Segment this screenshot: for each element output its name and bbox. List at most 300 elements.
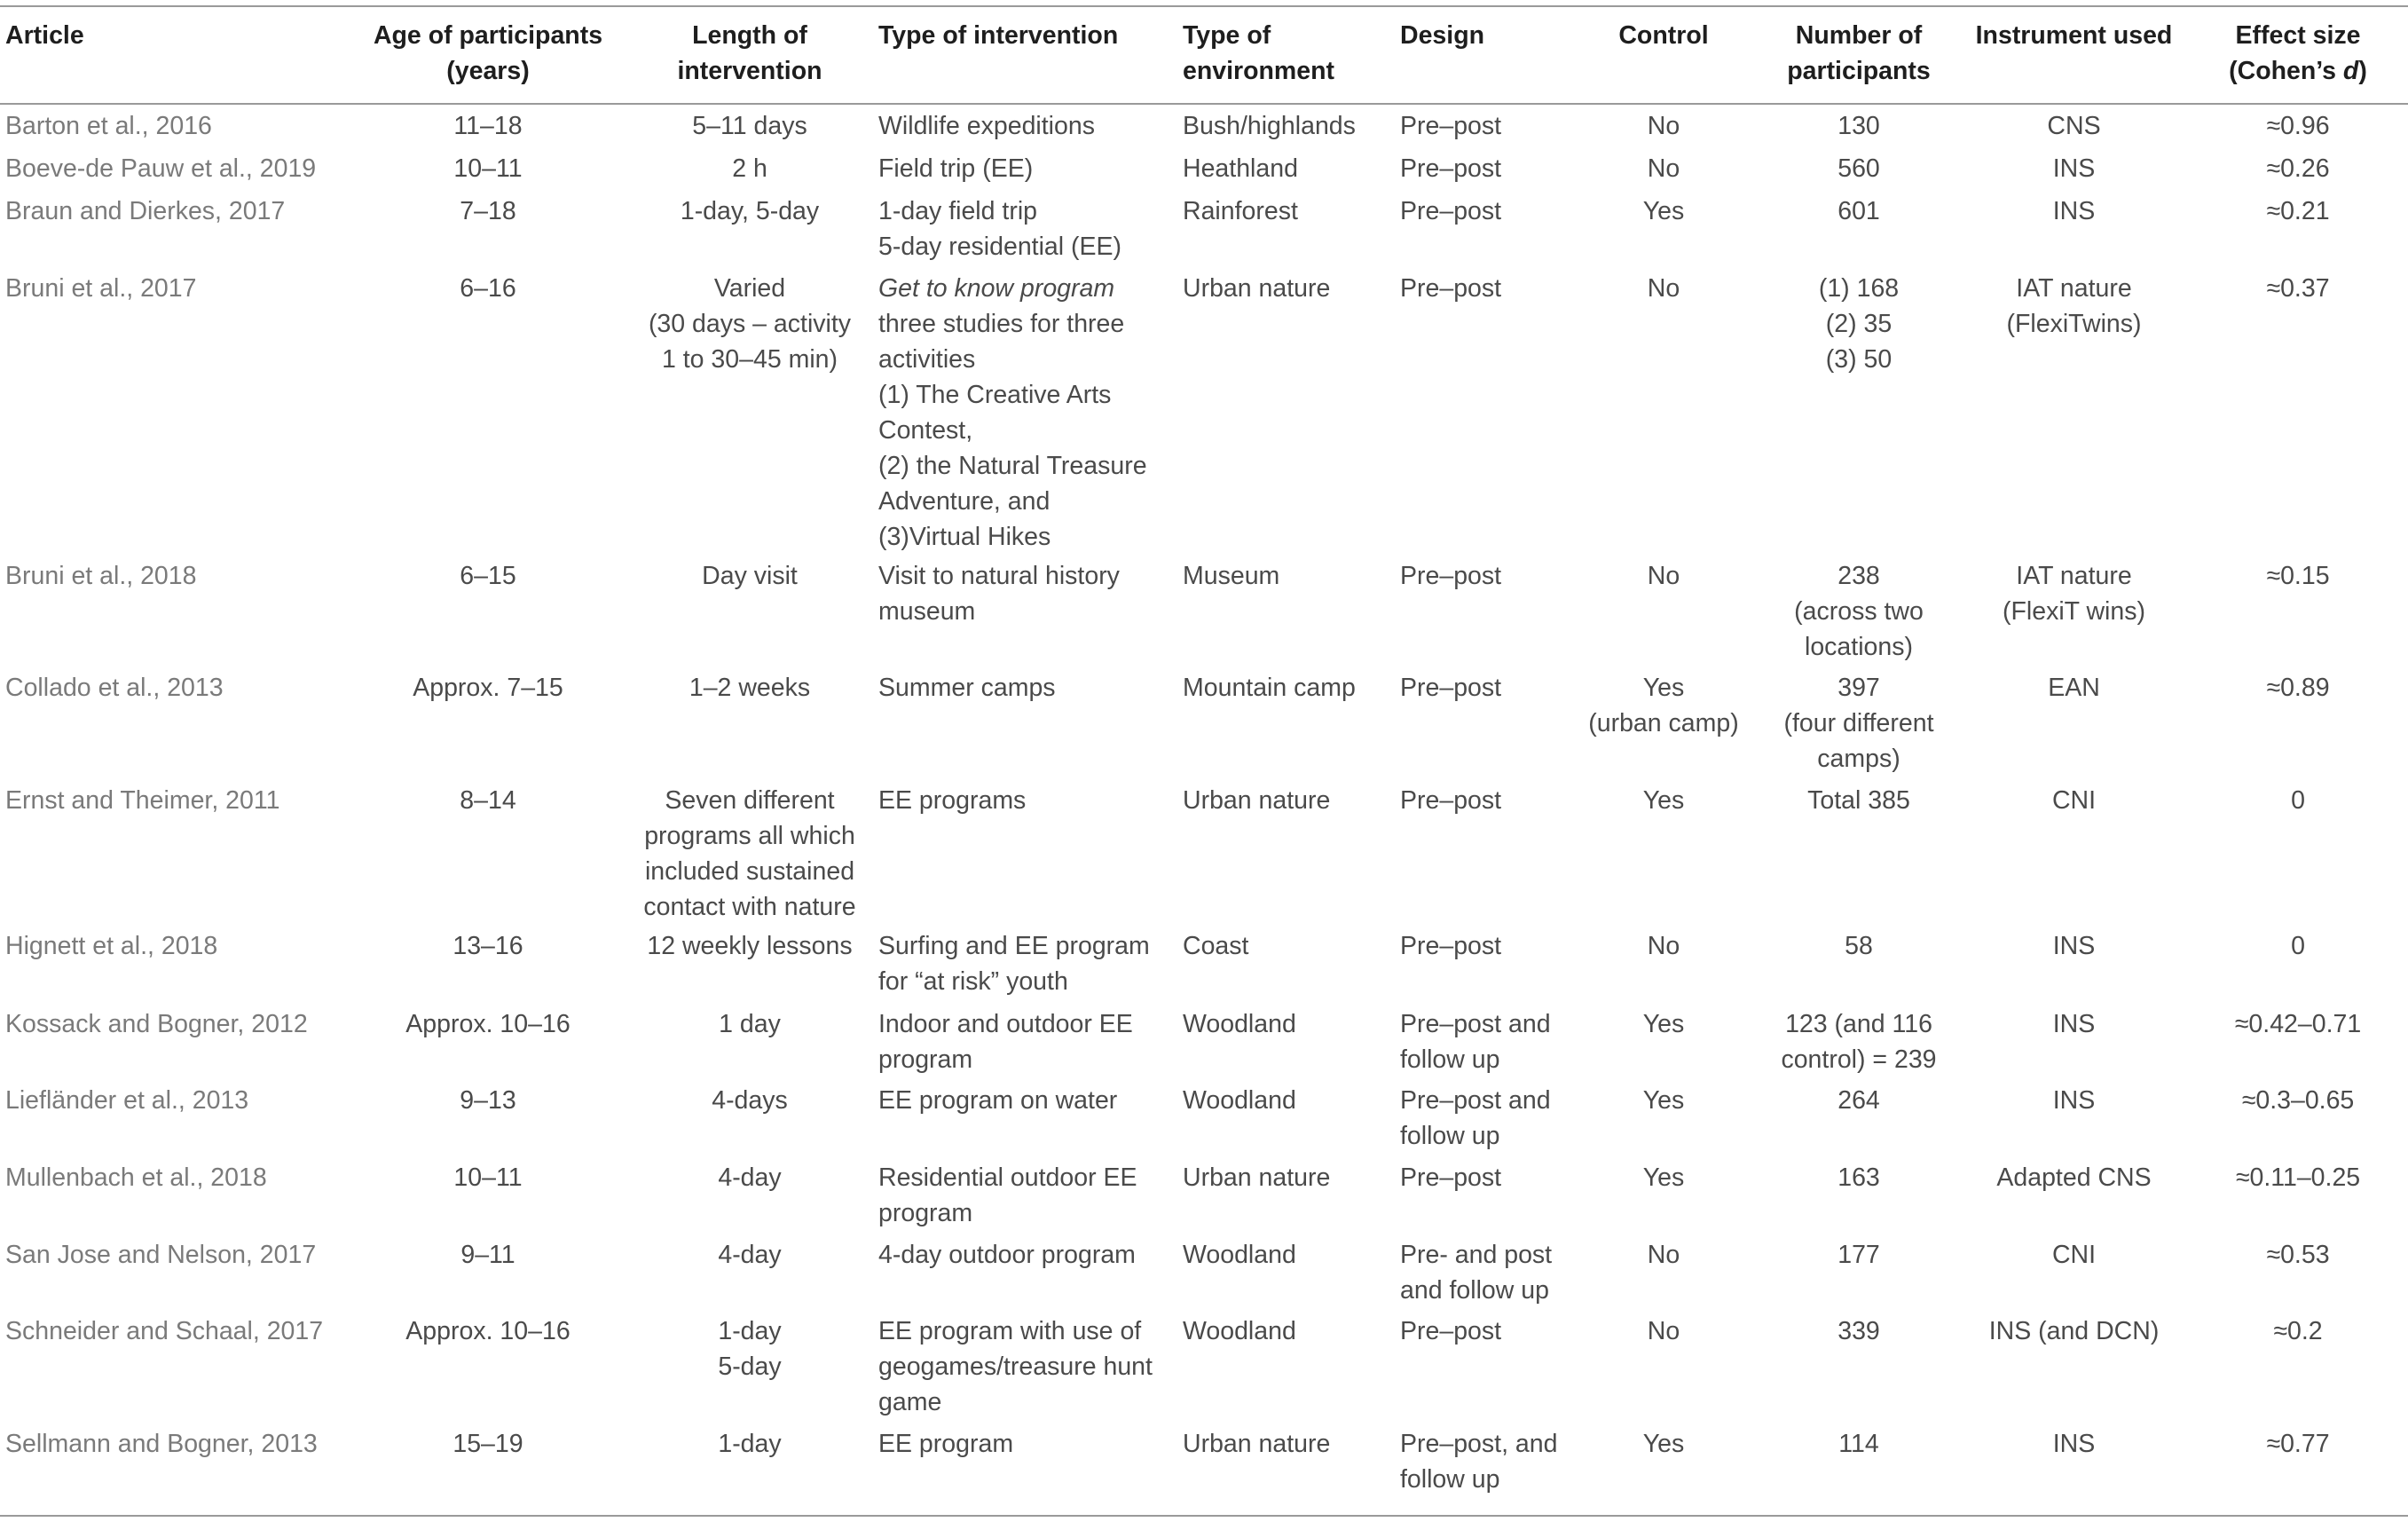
cell-length-line: 2 h: [732, 154, 767, 183]
cell-type: [878, 1160, 1180, 1231]
header-control-line: Control: [1618, 21, 1709, 50]
cell-article: [5, 1426, 360, 1462]
cell-article-line: Ernst and Theimer, 2011: [5, 786, 280, 815]
cell-article-line: Hignett et al., 2018: [5, 932, 218, 960]
cell-env: [1183, 1160, 1396, 1195]
cell-effect-line: 0: [2291, 932, 2305, 960]
cell-control-line: No: [1647, 1241, 1680, 1269]
header-article-line: Article: [5, 21, 84, 50]
header-env-line: environment: [1183, 57, 1335, 85]
cell-env-line: Mountain camp: [1183, 674, 1356, 702]
cell-length-line: 1-day: [718, 1430, 782, 1458]
header-n-line: Number of: [1795, 21, 1923, 50]
cell-type: [878, 670, 1180, 706]
cell-instrument: [1961, 928, 2187, 964]
header-length-line: intervention: [677, 57, 822, 85]
cell-n-line: 339: [1837, 1317, 1880, 1345]
cell-env: [1183, 151, 1396, 186]
cell-env-line: Museum: [1183, 562, 1280, 590]
header-age-line: Age of participants: [373, 21, 603, 50]
cell-n: [1757, 1426, 1961, 1462]
cell-control-line: No: [1647, 274, 1680, 303]
cell-control: [1570, 193, 1757, 229]
cell-n-line: camps): [1817, 745, 1900, 773]
cell-age-line: 10–11: [453, 154, 523, 183]
cell-effect: [2192, 1237, 2404, 1273]
cell-article: [5, 558, 360, 594]
cell-type-line: program: [878, 1199, 973, 1227]
cell-type: [878, 1006, 1180, 1077]
cell-n-line: 238: [1837, 562, 1880, 590]
cell-age-line: Approx. 10–16: [405, 1317, 571, 1345]
cell-design-line: Pre–post: [1400, 562, 1502, 590]
header-instrument: [1961, 18, 2187, 53]
cell-effect-line: ≈0.26: [2266, 154, 2330, 183]
cell-article: [5, 1083, 360, 1118]
cell-instrument-line: (FlexiTwins): [2006, 310, 2142, 338]
cell-design-line: Pre–post: [1400, 932, 1502, 960]
cell-instrument-line: INS: [2052, 932, 2096, 960]
cell-age: [364, 1313, 612, 1349]
cell-article: [5, 271, 360, 306]
cell-age: [364, 1160, 612, 1195]
cell-env: [1183, 1313, 1396, 1349]
cell-length: [621, 558, 878, 594]
cell-article-line: Boeve-de Pauw et al., 2019: [5, 154, 317, 183]
cell-effect: [2192, 1083, 2404, 1118]
cell-type-line: EE program with use of: [878, 1317, 1142, 1345]
cell-design: [1400, 558, 1569, 594]
cell-age: [364, 1006, 612, 1042]
cell-article-line: San Jose and Nelson, 2017: [5, 1241, 317, 1269]
cell-control: [1570, 783, 1757, 818]
cell-design: [1400, 1237, 1569, 1308]
cell-n-line: control) = 239: [1781, 1045, 1937, 1074]
cell-control-line: No: [1647, 112, 1680, 140]
cell-n-line: 177: [1837, 1241, 1880, 1269]
cell-type-line: (3)Virtual Hikes: [878, 523, 1051, 551]
cell-control: [1570, 271, 1757, 306]
header-article: [5, 18, 360, 53]
header-env: [1183, 18, 1396, 89]
cell-type-line: Indoor and outdoor EE: [878, 1010, 1133, 1038]
cell-age: [364, 558, 612, 594]
cell-effect-line: ≈0.15: [2266, 562, 2330, 590]
cell-length-line: 12 weekly lessons: [647, 932, 853, 960]
cell-instrument: [1961, 1160, 2187, 1195]
cell-length-line: 1 to 30–45 min): [661, 345, 838, 374]
cell-design-line: follow up: [1400, 1465, 1500, 1494]
cell-effect-line: ≈0.77: [2266, 1430, 2330, 1458]
header-type-line: Type of intervention: [878, 21, 1119, 50]
cell-instrument-line: CNI: [2051, 786, 2097, 815]
cell-env: [1183, 1006, 1396, 1042]
cell-env-line: Rainforest: [1183, 197, 1298, 225]
cell-type: [878, 558, 1180, 629]
cell-env-line: Bush/highlands: [1183, 112, 1356, 140]
cell-type: [878, 783, 1180, 818]
cell-length-line: Day visit: [702, 562, 798, 590]
cell-length-line: 1 day: [719, 1010, 781, 1038]
cell-length: [621, 928, 878, 964]
cell-length: [621, 193, 878, 229]
cell-type-line: geogames/treasure hunt: [878, 1352, 1153, 1381]
cell-type: [878, 1313, 1180, 1420]
header-effect-line: Effect size: [2235, 21, 2361, 50]
cell-age: [364, 108, 612, 144]
cell-design: [1400, 1426, 1569, 1497]
cell-type: [878, 271, 1180, 555]
cell-article: [5, 1160, 360, 1195]
cell-age-line: 10–11: [453, 1163, 523, 1192]
cell-env: [1183, 271, 1396, 306]
cell-article-line: Collado et al., 2013: [5, 674, 224, 702]
cell-design: [1400, 1006, 1569, 1077]
cell-n-line: 114: [1838, 1430, 1879, 1458]
cell-type: [878, 1426, 1180, 1462]
cell-instrument: [1961, 558, 2187, 629]
cell-control-line: (urban camp): [1588, 709, 1739, 737]
cell-type-line: (2) the Natural Treasure: [878, 452, 1147, 480]
cell-length: [621, 271, 878, 377]
cell-design-line: follow up: [1400, 1122, 1500, 1150]
cell-article: [5, 670, 360, 706]
cell-effect: [2192, 271, 2404, 306]
cell-design-line: Pre–post: [1400, 274, 1502, 303]
header-design: [1400, 18, 1569, 53]
cell-effect: [2192, 1006, 2404, 1042]
cell-age: [364, 1426, 612, 1462]
cell-design: [1400, 928, 1569, 964]
cell-age-line: 7–18: [460, 197, 516, 225]
cell-design: [1400, 271, 1569, 306]
cell-design-line: Pre–post: [1400, 112, 1502, 140]
cell-n-line: (across two: [1794, 597, 1924, 626]
cell-control: [1570, 108, 1757, 144]
table-bottom-rule: [0, 1515, 2408, 1517]
cell-control: [1570, 1006, 1757, 1042]
header-effect-subtitle-text: (Cohen’s: [2229, 57, 2343, 85]
cell-env: [1183, 928, 1396, 964]
cell-n-line: locations): [1805, 633, 1913, 661]
cell-effect-line: ≈0.37: [2266, 274, 2330, 303]
cell-env: [1183, 108, 1396, 144]
cell-control-line: No: [1647, 154, 1680, 183]
cell-article: [5, 151, 360, 186]
cell-env-line: Urban nature: [1183, 274, 1331, 303]
cell-length-line: 1-day, 5-day: [680, 197, 820, 225]
cell-instrument: [1961, 670, 2187, 706]
cell-design-line: Pre–post: [1400, 1163, 1502, 1192]
cell-instrument-line: INS: [2052, 154, 2096, 183]
header-instrument-line: Instrument used: [1975, 21, 2173, 50]
cell-control: [1570, 670, 1757, 741]
cell-type-line: Contest,: [878, 416, 973, 445]
cell-effect-line: ≈0.96: [2266, 112, 2330, 140]
cell-age-line: Approx. 10–16: [405, 1010, 571, 1038]
cell-instrument: [1961, 1006, 2187, 1042]
cell-design-line: Pre–post: [1400, 674, 1502, 702]
cell-type-line: 4-day outdoor program: [878, 1241, 1136, 1269]
cell-instrument-line: Adapted CNS: [1996, 1163, 2152, 1192]
cell-effect: [2192, 558, 2404, 594]
cell-env: [1183, 1083, 1396, 1118]
cell-article-line: Kossack and Bogner, 2012: [5, 1010, 308, 1038]
cell-n-line: (1) 168: [1818, 274, 1900, 303]
cell-length-line: 5-day: [718, 1352, 782, 1381]
cell-instrument: [1961, 783, 2187, 818]
cell-effect: [2192, 1160, 2404, 1195]
cell-type-line: 5-day residential (EE): [878, 233, 1122, 261]
cell-type-line: three studies for three: [878, 310, 1125, 338]
cell-instrument: [1961, 1237, 2187, 1273]
cell-n-line: 560: [1837, 154, 1880, 183]
cell-age: [364, 193, 612, 229]
header-control: [1570, 18, 1757, 53]
cell-instrument: [1961, 1426, 2187, 1462]
cell-design: [1400, 1083, 1569, 1154]
cell-effect: [2192, 783, 2404, 818]
cell-age: [364, 670, 612, 706]
cell-env: [1183, 193, 1396, 229]
header-n-line: participants: [1787, 57, 1931, 85]
cell-type-line: game: [878, 1388, 942, 1416]
cell-instrument-line: INS: [2052, 197, 2096, 225]
cell-age: [364, 928, 612, 964]
cell-age-line: 6–16: [460, 274, 516, 303]
cell-n-line: 58: [1845, 932, 1873, 960]
cell-design: [1400, 151, 1569, 186]
cell-env-line: Woodland: [1183, 1010, 1296, 1038]
cell-effect-line: ≈0.3–0.65: [2241, 1086, 2355, 1115]
cell-n: [1757, 108, 1961, 144]
cell-effect: [2192, 193, 2404, 229]
cell-control-line: Yes: [1642, 1010, 1685, 1038]
cell-article-line: Sellmann and Bogner, 2013: [5, 1430, 318, 1458]
cell-design: [1400, 783, 1569, 818]
cell-type-line: Field trip (EE): [878, 154, 1034, 183]
cell-control-line: No: [1647, 1317, 1680, 1345]
cell-instrument: [1961, 193, 2187, 229]
cell-article-line: Schneider and Schaal, 2017: [5, 1317, 324, 1345]
cell-design-line: Pre–post and: [1400, 1086, 1551, 1115]
cell-type-line: for “at risk” youth: [878, 967, 1068, 996]
cell-type-line: Get to know program: [878, 274, 1115, 303]
cell-env: [1183, 783, 1396, 818]
cell-env: [1183, 558, 1396, 594]
cell-instrument-line: (FlexiT wins): [2003, 597, 2145, 626]
cell-age: [364, 271, 612, 306]
cell-env-line: Urban nature: [1183, 786, 1331, 815]
cell-length-line: (30 days – activity: [648, 310, 852, 338]
header-length-line: Length of: [692, 21, 807, 50]
cell-type-line: Adventure, and: [878, 487, 1051, 516]
cell-age: [364, 783, 612, 818]
cell-age-line: 15–19: [452, 1430, 523, 1458]
cell-length: [621, 1237, 878, 1273]
cell-control-line: No: [1647, 932, 1680, 960]
header-type: [878, 18, 1180, 53]
cell-design-line: follow up: [1400, 1045, 1500, 1074]
cell-n: [1757, 558, 1961, 665]
cell-instrument-line: CNI: [2051, 1241, 2097, 1269]
cell-control: [1570, 1237, 1757, 1273]
cell-length-line: included sustained: [644, 857, 855, 886]
cell-effect-line: ≈0.2: [2273, 1317, 2323, 1345]
cell-control-line: Yes: [1642, 1163, 1685, 1192]
cell-design-line: Pre–post, and: [1400, 1430, 1558, 1458]
cell-age-line: 9–11: [460, 1241, 515, 1269]
cell-n: [1757, 193, 1961, 229]
cell-effect-line: ≈0.21: [2266, 197, 2330, 225]
cell-length: [621, 1160, 878, 1195]
cell-n: [1757, 1237, 1961, 1273]
cell-instrument-line: CNS: [2047, 112, 2101, 140]
cell-design: [1400, 108, 1569, 144]
cell-control-line: No: [1647, 562, 1680, 590]
header-n: [1757, 18, 1961, 89]
header-effect: [2192, 18, 2404, 89]
cell-instrument: [1961, 108, 2187, 144]
cell-instrument: [1961, 1313, 2187, 1349]
cell-instrument-line: IAT nature: [2016, 274, 2132, 303]
cell-length-line: contact with nature: [643, 893, 856, 921]
cell-effect: [2192, 1313, 2404, 1349]
cell-type-line: Residential outdoor EE: [878, 1163, 1137, 1192]
table-header-rule: [0, 103, 2408, 105]
cell-control-line: Yes: [1642, 786, 1685, 815]
header-length: [621, 18, 878, 89]
cell-length-line: 4-day: [718, 1241, 782, 1269]
cell-age-line: 13–16: [452, 932, 523, 960]
cell-control-line: Yes: [1642, 1430, 1685, 1458]
cell-age-line: 8–14: [460, 786, 516, 815]
cell-length-line: programs all which: [644, 822, 855, 850]
cell-design: [1400, 1313, 1569, 1349]
header-age: [364, 18, 612, 89]
cell-article-line: Braun and Dierkes, 2017: [5, 197, 286, 225]
cell-env-line: Heathland: [1183, 154, 1298, 183]
cell-article: [5, 1313, 360, 1349]
cell-length: [621, 108, 878, 144]
cell-type: [878, 108, 1180, 144]
cell-type-line: activities: [878, 345, 976, 374]
cell-article: [5, 1237, 360, 1273]
cell-n: [1757, 783, 1961, 818]
header-env-line: Type of: [1183, 21, 1271, 50]
cell-length: [621, 670, 878, 706]
cell-env-line: Woodland: [1183, 1317, 1296, 1345]
cell-env-line: Woodland: [1183, 1086, 1296, 1115]
header-effect-subtitle-close: ): [2358, 57, 2367, 85]
cell-article: [5, 783, 360, 818]
cell-design-line: Pre–post and: [1400, 1010, 1551, 1038]
cell-article-line: Barton et al., 2016: [5, 112, 212, 140]
cell-type-line: EE program: [878, 1430, 1014, 1458]
cell-control-line: Yes: [1642, 674, 1685, 702]
cell-control: [1570, 151, 1757, 186]
cell-design: [1400, 1160, 1569, 1195]
cell-effect: [2192, 670, 2404, 706]
cell-effect-line: ≈0.42–0.71: [2234, 1010, 2362, 1038]
cell-type: [878, 151, 1180, 186]
cell-age: [364, 1237, 612, 1273]
cell-env: [1183, 1426, 1396, 1462]
cell-type: [878, 928, 1180, 999]
cell-control: [1570, 928, 1757, 964]
cell-article-line: Liefländer et al., 2013: [5, 1086, 249, 1115]
cell-type-line: EE program on water: [878, 1086, 1118, 1115]
cell-n: [1757, 271, 1961, 377]
cell-length-line: 1-day: [718, 1317, 782, 1345]
cell-length: [621, 1426, 878, 1462]
cell-type: [878, 193, 1180, 264]
cell-type-line: Wildlife expeditions: [878, 112, 1095, 140]
cell-n: [1757, 151, 1961, 186]
cell-n: [1757, 1083, 1961, 1118]
table-top-rule: [0, 5, 2408, 7]
header-effect-subtitle: [2192, 53, 2404, 89]
cell-instrument-line: INS: [2052, 1430, 2096, 1458]
header-age-line: (years): [446, 57, 530, 85]
cell-type-line: museum: [878, 597, 976, 626]
cell-effect: [2192, 151, 2404, 186]
cell-age: [364, 151, 612, 186]
cell-control: [1570, 558, 1757, 594]
cell-n-line: 130: [1837, 112, 1880, 140]
cell-n: [1757, 1006, 1961, 1077]
cell-age-line: Approx. 7–15: [413, 674, 563, 702]
cell-type-line: (1) The Creative Arts: [878, 381, 1112, 409]
cell-instrument-line: EAN: [2048, 674, 2100, 702]
cell-design-line: Pre–post: [1400, 197, 1502, 225]
cell-type-line: EE programs: [878, 786, 1027, 815]
cell-type-line: 1-day field trip: [878, 197, 1038, 225]
cell-n-line: Total 385: [1807, 786, 1910, 815]
cell-n: [1757, 1313, 1961, 1349]
cell-instrument-line: INS: [2052, 1010, 2096, 1038]
cell-effect-line: ≈0.11–0.25: [2235, 1163, 2361, 1192]
cell-env-line: Coast: [1183, 932, 1249, 960]
cell-length-line: Seven different: [665, 786, 835, 815]
cell-length: [621, 151, 878, 186]
cell-effect-line: ≈0.53: [2266, 1241, 2330, 1269]
cell-n: [1757, 670, 1961, 777]
cell-length-line: Varied: [713, 274, 786, 303]
cell-n-line: 264: [1837, 1086, 1880, 1115]
cell-length-line: 5–11 days: [692, 112, 807, 140]
cell-type: [878, 1083, 1180, 1118]
cell-n-line: 163: [1837, 1163, 1880, 1192]
cell-instrument-line: IAT nature: [2016, 562, 2132, 590]
cell-article: [5, 108, 360, 144]
cell-type-line: Summer camps: [878, 674, 1056, 702]
cell-article: [5, 928, 360, 964]
cell-env-line: Urban nature: [1183, 1430, 1331, 1458]
cell-control: [1570, 1083, 1757, 1118]
cell-age: [364, 1083, 612, 1118]
cell-length: [621, 1083, 878, 1118]
cell-length: [621, 1006, 878, 1042]
cell-type-line: program: [878, 1045, 973, 1074]
cell-design-line: Pre–post: [1400, 1317, 1502, 1345]
cell-instrument-line: INS: [2052, 1086, 2096, 1115]
cell-length: [621, 783, 878, 925]
cell-n-line: (2) 35: [1825, 310, 1893, 338]
cell-length-line: 1–2 weeks: [689, 674, 811, 702]
cell-article: [5, 1006, 360, 1042]
cell-env-line: Woodland: [1183, 1241, 1296, 1269]
